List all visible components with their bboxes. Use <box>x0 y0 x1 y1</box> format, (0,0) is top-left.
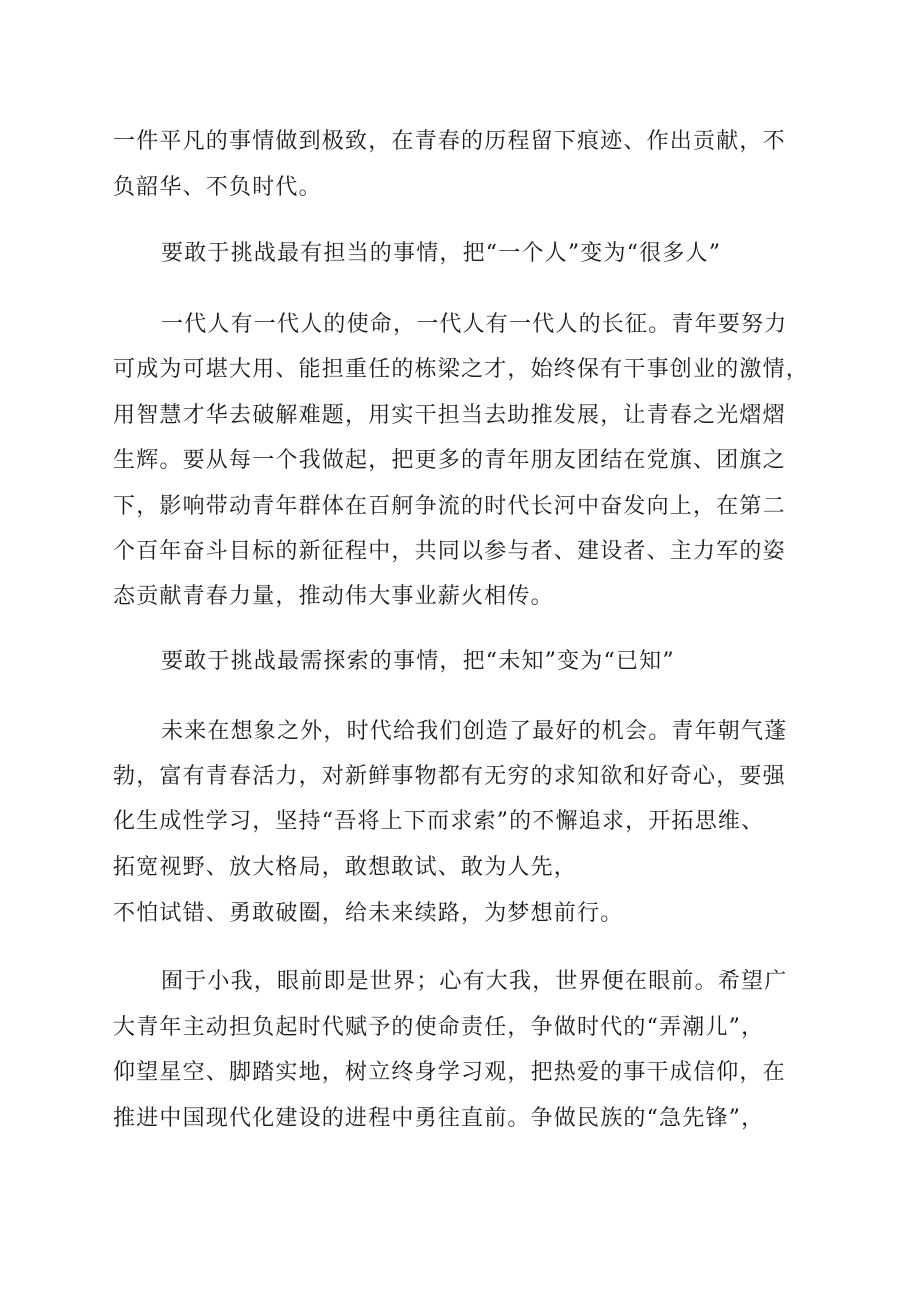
text-line: 大青年主动担负起时代赋予的使命责任，争做时代的“弄潮儿”， <box>113 1015 765 1040</box>
text-line: 化生成性学习，坚持“吾将上下而求索”的不懈追求，开拓思维、 <box>113 809 765 834</box>
text-line: 仰望星空、脚踏实地，树立终身学习观，把热爱的事干成信仰，在 <box>113 1060 786 1085</box>
text-line: 负韶华、不负时代。 <box>113 175 322 200</box>
text-line: 用智慧才华去破解难题，用实干担当去助推发展，让青春之光熠熠 <box>113 403 786 428</box>
section-heading: 要敢于挑战最有担当的事情，把“一个人”变为“很多人” <box>161 241 722 266</box>
text-line: 不怕试错、勇敢破圈，给未来续路，为梦想前行。 <box>113 901 624 926</box>
text-line: 生辉。要从每一个我做起，把更多的青年朋友团结在党旗、团旗之 <box>113 448 786 473</box>
text-line: 可成为可堪大用、能担重任的栋梁之才，始终保有干事创业的激情， <box>113 357 810 382</box>
text-line: 一件平凡的事情做到极致，在青春的历程留下痕迹、作出贡献，不 <box>113 129 786 154</box>
text-line: 未来在想象之外，时代给我们创造了最好的机会。青年朝气蓬 <box>161 719 788 744</box>
text-line: 推进中国现代化建设的进程中勇往直前。争做民族的“急先锋”， <box>113 1106 765 1131</box>
text-line: 个百年奋斗目标的新征程中，共同以参与者、建设者、主力军的姿 <box>113 539 786 564</box>
text-line: 一代人有一代人的使命，一代人有一代人的长征。青年要努力 <box>161 312 788 337</box>
text-line: 下，影响带动青年群体在百舸争流的时代长河中奋发向上，在第二 <box>113 494 786 519</box>
text-line: 勃，富有青春活力，对新鲜事物都有无穷的求知欲和好奇心，要强 <box>113 764 786 789</box>
text-line: 囿于小我，眼前即是世界；心有大我，世界便在眼前。希望广 <box>161 969 788 994</box>
text-line: 态贡献青春力量，推动伟大事业薪火相传。 <box>113 584 554 609</box>
text-line: 拓宽视野、放大格局，敢想敢试、敢为人先， <box>113 855 578 880</box>
section-heading: 要敢于挑战最需探索的事情，把“未知”变为“已知” <box>161 649 675 674</box>
